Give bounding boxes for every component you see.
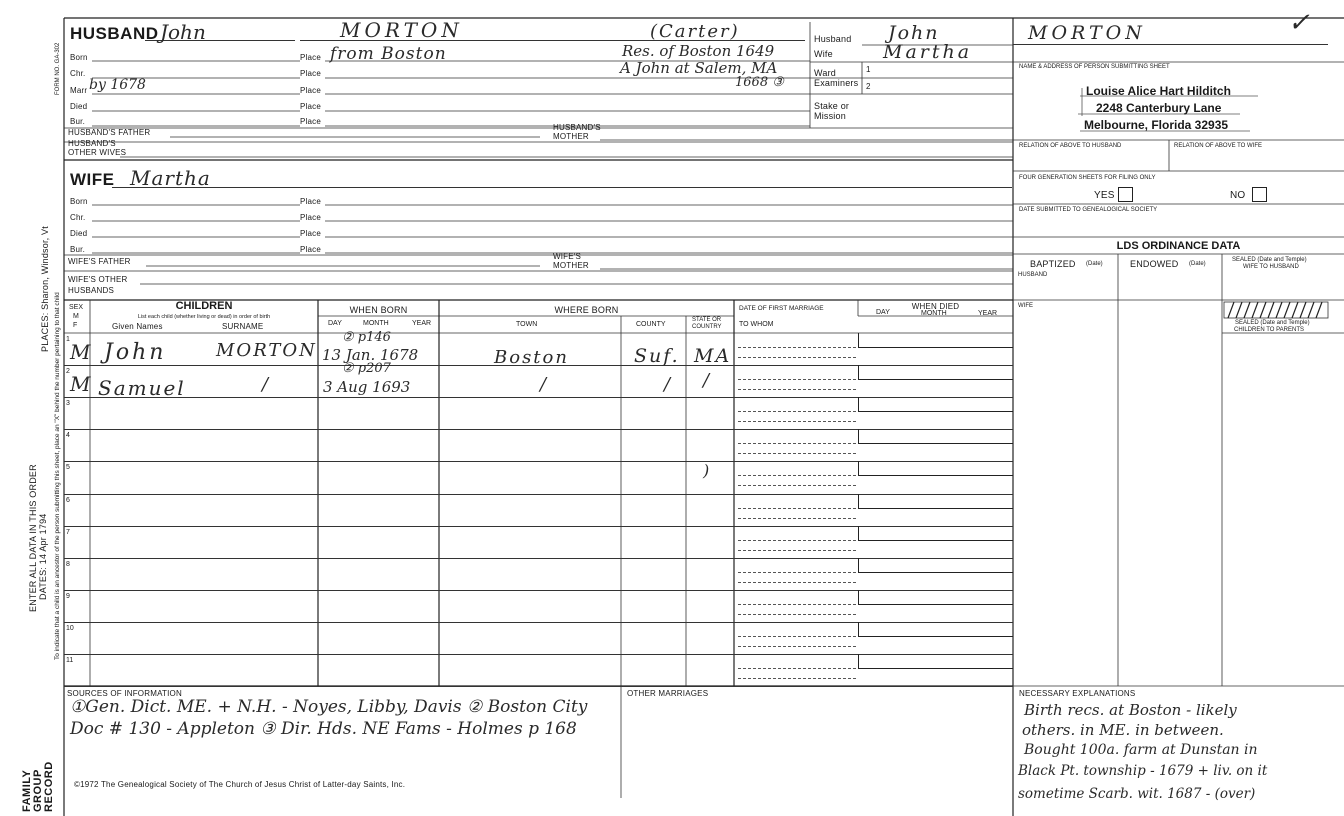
child-1-town[interactable]: Boston [494, 347, 569, 368]
husband-mother-label-1: HUSBAND'S [553, 123, 601, 132]
child-1-state[interactable]: MA [694, 345, 732, 367]
marriage-whom-line[interactable] [738, 582, 856, 583]
husband-note-residence: Res. of Boston 1649 [622, 42, 775, 60]
husband-note-salem: A John at Salem, MA [620, 59, 778, 77]
four-gen-no-checkbox[interactable] [1252, 187, 1267, 202]
husband-died-place-label: Place [300, 102, 322, 111]
indicate-note: To indicate that a child is an ancestor of the person submitting this sheet, place an "X" behind the number pertaining to that child [54, 292, 61, 660]
first-marriage-label: DATE OF FIRST MARRIAGE [739, 305, 824, 312]
born-month-label: MONTH [363, 320, 389, 327]
family-group-record-label: FAMILY GROUP RECORD [21, 761, 55, 812]
child-2-born[interactable]: 3 Aug 1693 [323, 378, 411, 396]
child-1-given[interactable]: John [104, 340, 167, 365]
submitter-city[interactable]: Melbourne, Florida 32935 [1084, 118, 1229, 132]
marriage-whom-line[interactable] [738, 550, 856, 551]
child-row-number: 2 [66, 368, 70, 376]
child-row-number: 9 [66, 592, 70, 600]
death-date-line[interactable] [858, 572, 1013, 573]
death-date-tick [858, 590, 859, 605]
marriage-whom-line[interactable] [738, 646, 856, 647]
town-label: TOWN [516, 321, 538, 328]
husband-chr-label: Chr. [70, 69, 86, 78]
lds-sealed-2: WIFE TO HUSBAND [1243, 264, 1299, 270]
relation-to-wife-label: RELATION OF ABOVE TO WIFE [1174, 143, 1263, 149]
marriage-date-line[interactable] [738, 475, 856, 476]
child-row-number: 1 [66, 336, 70, 343]
wife-father-label: WIFE'S FATHER [68, 257, 131, 266]
box-husband-label: Husband [814, 34, 852, 44]
child-1-surname[interactable]: MORTON [216, 340, 317, 361]
died-year-label: YEAR [978, 310, 998, 317]
check-mark: ✓ [1288, 8, 1310, 38]
lds-baptized-date: (Date) [1086, 261, 1103, 267]
child-row-number: 11 [66, 657, 74, 664]
child-row-separator [64, 654, 1013, 655]
child-2-given[interactable]: Samuel [98, 376, 186, 400]
child-row-separator [64, 429, 1013, 430]
child-row-number: 6 [66, 496, 70, 504]
husband-marr-place-label: Place [300, 86, 322, 95]
child-2-surname[interactable]: / [262, 374, 269, 395]
child-row-separator [64, 461, 1013, 462]
marriage-date-line[interactable] [738, 347, 856, 348]
marriage-whom-line[interactable] [738, 485, 856, 486]
four-gen-yes-checkbox[interactable] [1118, 187, 1133, 202]
state-label-2: COUNTRY [692, 324, 722, 330]
lds-endowed-date: (Date) [1189, 261, 1206, 267]
child-1-county[interactable]: Suf. [634, 345, 680, 367]
death-date-line[interactable] [858, 379, 1013, 380]
wife-died-label: Died [70, 229, 88, 238]
children-title: CHILDREN [175, 300, 233, 312]
sex-label: SEX [69, 304, 84, 311]
husband-marr-label: Marr [70, 86, 88, 95]
husband-surname[interactable]: MORTON [340, 18, 463, 42]
born-day-label: DAY [328, 320, 342, 327]
husband-bur-place-label: Place [300, 117, 322, 126]
header-surname[interactable]: MORTON [1028, 22, 1146, 44]
death-date-line[interactable] [858, 604, 1013, 605]
marriage-whom-line[interactable] [738, 421, 856, 422]
date-submitted-label: DATE SUBMITTED TO GENEALOGICAL SOCIETY [1019, 207, 1158, 213]
death-date-tick [858, 397, 859, 412]
explanations-line-3[interactable]: Bought 100a. farm at Dunstan in [1024, 742, 1258, 758]
wife-born-place-label: Place [300, 197, 322, 206]
when-died-label: WHEN DIED [911, 302, 960, 311]
husband-born-place-value[interactable]: from Boston [330, 44, 447, 64]
wife-given-name[interactable]: Martha [130, 166, 211, 190]
marriage-date-line[interactable] [738, 508, 856, 509]
lds-endowed-label: ENDOWED [1130, 259, 1179, 269]
places-note: PLACES: Sharon, Windsor, Vt [40, 226, 50, 352]
born-year-label: YEAR [412, 320, 432, 327]
child-5-state: ) [703, 461, 710, 480]
lds-title: LDS ORDINANCE DATA [1116, 240, 1241, 252]
four-gen-label: FOUR GENERATION SHEETS FOR FILING ONLY [1019, 175, 1156, 181]
examiner-1: 1 [866, 65, 871, 74]
child-1-sex[interactable]: M [70, 340, 91, 364]
death-date-line[interactable] [858, 668, 1013, 669]
wife-born-label: Born [70, 197, 88, 206]
other-marriages-label: OTHER MARRIAGES [627, 689, 709, 698]
child-2-state[interactable]: / [703, 370, 710, 391]
children-list-each: List each child (whether living or dead) in order of birth [137, 314, 271, 320]
child-row-separator [64, 526, 1013, 527]
explanations-line-1[interactable]: Birth recs. at Boston - likely [1024, 701, 1237, 719]
copyright: ©1972 The Genealogical Society of The Church of Jesus Christ of Latter-day Saints, Inc. [74, 780, 406, 789]
marriage-date-line[interactable] [738, 668, 856, 669]
state-label-1: STATE OR [692, 317, 722, 323]
lds-wife-label: WIFE [1018, 303, 1033, 309]
county-label: COUNTY [636, 321, 666, 328]
marriage-whom-line[interactable] [738, 678, 856, 679]
child-row-separator [64, 558, 1013, 559]
lds-sealed-children-2: CHILDREN TO PARENTS [1234, 327, 1305, 333]
sex-f-label: F [73, 322, 78, 329]
given-names-label: Given Names [112, 322, 163, 331]
child-row-number: 7 [66, 528, 70, 536]
wife-mother-label-1: WIFE'S [553, 252, 582, 261]
where-born-label: WHERE BORN [554, 305, 619, 315]
death-date-tick [858, 461, 859, 476]
death-date-line[interactable] [858, 443, 1013, 444]
submitter-name[interactable]: Louise Alice Hart Hilditch [1086, 84, 1231, 98]
death-date-tick [858, 558, 859, 573]
marriage-date-line[interactable] [738, 636, 856, 637]
wife-died-place-label: Place [300, 229, 322, 238]
explanations-line-5[interactable]: sometime Scarb. wit. 1687 - (over) [1018, 786, 1256, 802]
marriage-date-line[interactable] [738, 540, 856, 541]
sources-line-1[interactable]: ①Gen. Dict. ME. + N.H. - Noyes, Libby, Davis ② Boston City [70, 697, 588, 717]
marriage-whom-line[interactable] [738, 389, 856, 390]
child-row-number: 4 [66, 432, 70, 440]
box-husband-value[interactable]: John [888, 22, 940, 44]
death-date-tick [858, 654, 859, 669]
ward-label: Ward [814, 68, 836, 78]
wife-mother-label-2: MOTHER [553, 261, 589, 270]
death-date-line[interactable] [858, 347, 1013, 348]
examiner-2: 2 [866, 82, 871, 91]
child-2-note: ② p207 [342, 361, 391, 376]
husband-label: HUSBAND [70, 24, 159, 43]
submitter-street[interactable]: 2248 Canterbury Lane [1096, 101, 1222, 115]
to-whom-label: TO WHOM [739, 321, 774, 328]
marriage-whom-line[interactable] [738, 453, 856, 454]
death-date-line[interactable] [858, 475, 1013, 476]
husband-other-wives-2: OTHER WIVES [68, 148, 127, 157]
death-date-tick [858, 622, 859, 637]
box-wife-label: Wife [814, 49, 833, 59]
wife-bur-place-label: Place [300, 245, 322, 254]
child-row-separator [64, 686, 1013, 687]
death-date-tick [858, 333, 859, 348]
husband-marr-value[interactable]: by 1678 [89, 77, 146, 93]
death-date-line[interactable] [858, 540, 1013, 541]
four-gen-yes-label: YES [1094, 190, 1115, 201]
wife-other-husbands-1: WIFE'S OTHER [68, 275, 128, 284]
lds-husband-label: HUSBAND [1018, 272, 1048, 278]
wife-other-husbands-2: HUSBANDS [68, 286, 115, 295]
husband-given-name[interactable]: John [160, 20, 206, 44]
enter-all-note: ENTER ALL DATA IN THIS ORDER [28, 464, 38, 612]
died-day-label: DAY [876, 309, 890, 316]
child-row-number: 10 [66, 624, 74, 632]
marriage-whom-line[interactable] [738, 518, 856, 519]
surname-label: SURNAME [222, 322, 264, 331]
child-1-note: ② p146 [342, 330, 391, 345]
relation-to-husband-label: RELATION OF ABOVE TO HUSBAND [1019, 143, 1122, 149]
child-row-number: 8 [66, 560, 70, 568]
wife-chr-label: Chr. [70, 213, 86, 222]
child-row-separator [64, 397, 1013, 398]
husband-chr-place-label: Place [300, 69, 322, 78]
death-date-tick [858, 365, 859, 380]
marriage-whom-line[interactable] [738, 614, 856, 615]
husband-born-label: Born [70, 53, 88, 62]
death-date-tick [858, 429, 859, 444]
stake-label-1: Stake or [814, 101, 850, 111]
marriage-date-line[interactable] [738, 411, 856, 412]
child-2-sex[interactable]: M [70, 372, 91, 396]
stake-label-2: Mission [814, 111, 846, 121]
child-row-separator [64, 494, 1013, 495]
wife-chr-place-label: Place [300, 213, 322, 222]
box-wife-value[interactable]: Martha [883, 41, 973, 63]
lds-baptized-label: BAPTIZED [1030, 259, 1076, 269]
sources-line-2[interactable]: Doc # 130 - Appleton ③ Dir. Hds. NE Fams - Holmes p 168 [70, 719, 577, 739]
explanations-label: NECESSARY EXPLANATIONS [1019, 689, 1136, 698]
sex-m-label: M [73, 313, 79, 320]
husband-other-wives-1: HUSBAND'S [68, 139, 116, 148]
marriage-date-line[interactable] [738, 604, 856, 605]
death-date-line[interactable] [858, 508, 1013, 509]
explanations-line-4[interactable]: Black Pt. township - 1679 + liv. on it [1018, 763, 1268, 779]
explanations-line-2[interactable]: others. in ME. in between. [1022, 721, 1224, 739]
husband-mother-label-2: MOTHER [553, 132, 589, 141]
death-date-tick [858, 494, 859, 509]
husband-note-carter: (Carter) [650, 21, 740, 42]
four-gen-no-label: NO [1230, 190, 1246, 201]
lds-sealed-children-1: SEALED (Date and Temple) [1235, 320, 1310, 326]
examiners-label: Examiners [814, 78, 859, 88]
husband-died-label: Died [70, 102, 88, 111]
marriage-whom-line[interactable] [738, 357, 856, 358]
husband-father-label: HUSBAND'S FATHER [68, 128, 151, 137]
died-month-label: MONTH [921, 310, 947, 317]
submitter-label: NAME & ADDRESS OF PERSON SUBMITTING SHEET [1019, 64, 1170, 70]
child-1-born[interactable]: 13 Jan. 1678 [322, 346, 419, 364]
child-row-separator [64, 590, 1013, 591]
lds-sealed-1: SEALED (Date and Temple) [1232, 257, 1307, 263]
child-row-separator [64, 622, 1013, 623]
marriage-date-line[interactable] [738, 443, 856, 444]
child-2-county[interactable]: / [664, 374, 671, 395]
child-2-town[interactable]: / [540, 374, 547, 395]
wife-label: WIFE [70, 170, 115, 189]
dates-note: DATES: 14 Apr 1794 [38, 513, 48, 600]
husband-bur-label: Bur. [70, 117, 86, 126]
marriage-date-line[interactable] [738, 379, 856, 380]
husband-note-year: 1668 ③ [735, 75, 784, 90]
death-date-line[interactable] [858, 411, 1013, 412]
death-date-tick [858, 526, 859, 541]
husband-born-place-label: Place [300, 53, 322, 62]
form-number: FORM NO. GA-302 [55, 42, 61, 95]
wife-bur-label: Bur. [70, 245, 86, 254]
child-row-number: 3 [66, 400, 70, 408]
sources-label: SOURCES OF INFORMATION [67, 689, 182, 698]
death-date-line[interactable] [858, 636, 1013, 637]
when-born-label: WHEN BORN [349, 305, 408, 315]
marriage-date-line[interactable] [738, 572, 856, 573]
child-row-number: 5 [66, 464, 70, 472]
